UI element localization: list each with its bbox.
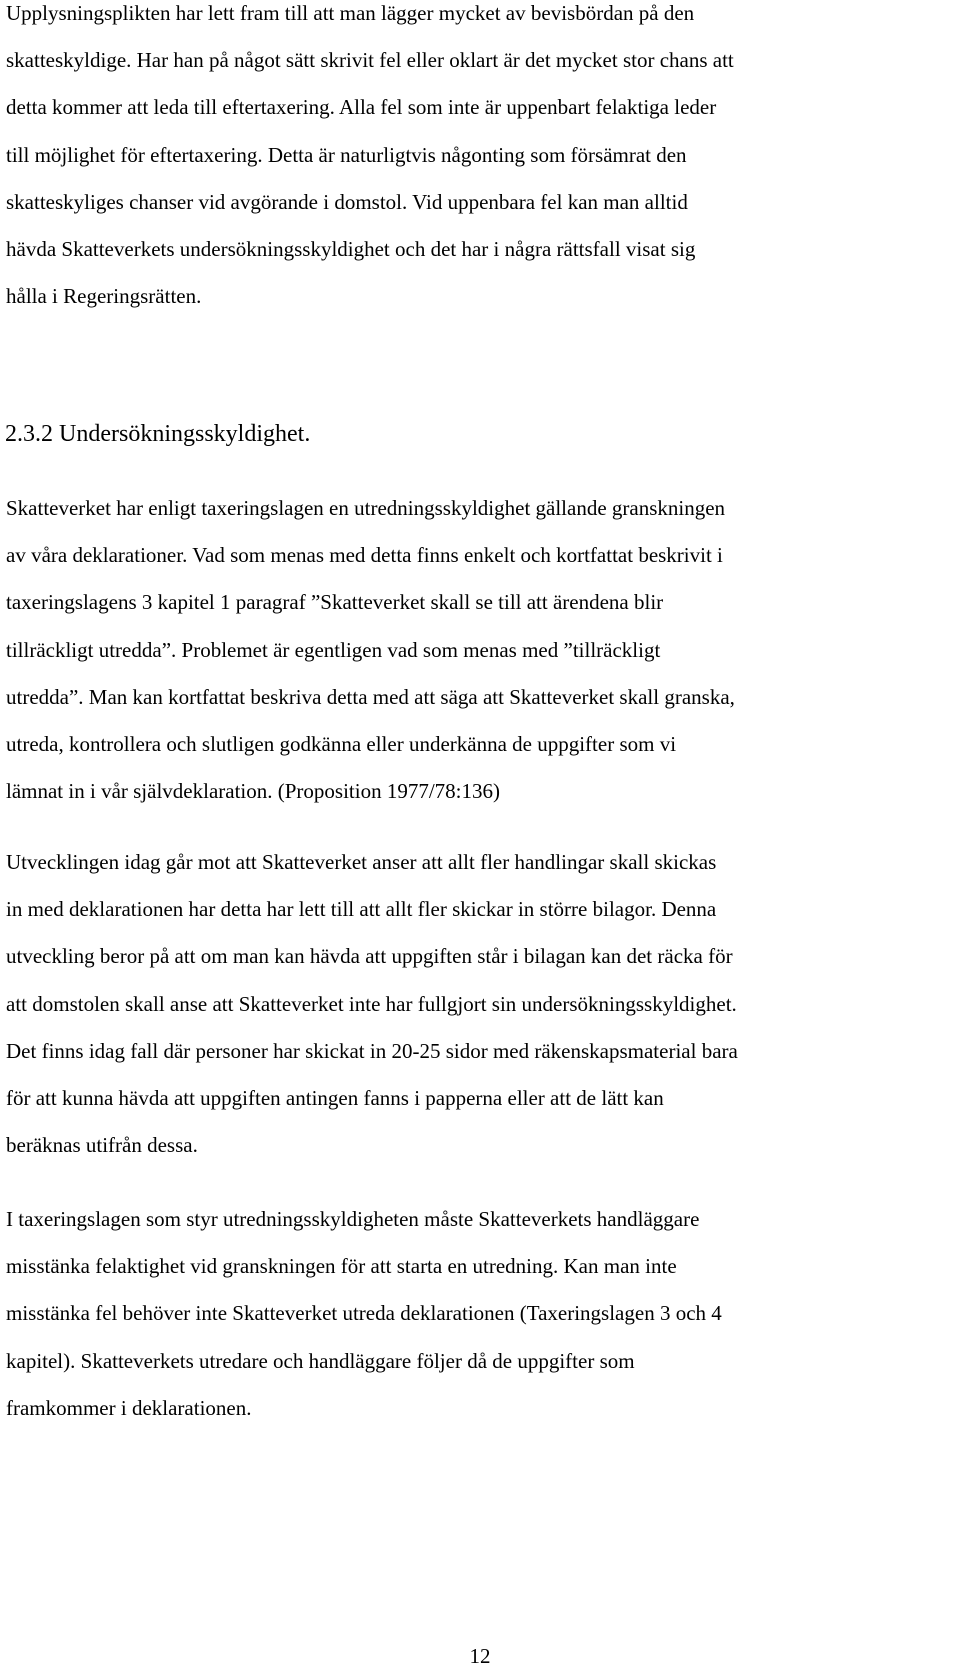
text-line: in med deklarationen har detta har lett till att allt fler skickar in större bilagor. Denna (6, 897, 717, 922)
text-line: beräknas utifrån dessa. (6, 1133, 198, 1158)
text-line: skatteskyliges chanser vid avgörande i domstol. Vid uppenbara fel kan man alltid (6, 189, 688, 214)
text-line: Upplysningsplikten har lett fram till att man lägger mycket av bevisbördan på den (6, 1, 695, 25)
text-line: av våra deklarationer. Vad som menas med detta finns enkelt och kortfattat beskrivit i (6, 543, 723, 568)
text-line: skatteskyldige. Har han på något sätt skrivit fel eller oklart är det mycket stor chans att (6, 48, 734, 73)
text-line: hävda Skatteverkets undersökningsskyldighet och det har i några rättsfall visat sig (6, 237, 696, 262)
text-line: Utvecklingen idag går mot att Skatteverket anser att allt fler handlingar skall skickas (6, 850, 717, 874)
text-line: framkommer i deklarationen. (6, 1395, 252, 1420)
text-line: misstänka fel behöver inte Skatteverket utreda deklarationen (Taxeringslagen 3 och 4 (6, 1301, 722, 1326)
text-line: taxeringslagens 3 kapitel 1 paragraf ”Skatteverket skall se till att ärendena blir (6, 590, 664, 615)
text-line: utveckling beror på att om man kan hävda att uppgiften står i bilagan kan det räcka för (6, 944, 733, 969)
text-line: misstänka felaktighet vid granskningen för att starta en utredning. Kan man inte (6, 1254, 677, 1279)
text-line: I taxeringslagen som styr utredningsskyldigheten måste Skatteverkets handläggare (6, 1207, 700, 1231)
text-line: utredda”. Man kan kortfattat beskriva detta med att säga att Skatteverket skall granska, (6, 684, 735, 709)
text-line: detta kommer att leda till eftertaxering. Alla fel som inte är uppenbart felaktiga leder (6, 95, 717, 120)
text-line: lämnat in i vår självdeklaration. (Proposition 1977/78:136) (6, 779, 501, 804)
page-number: 12 (469, 1644, 491, 1668)
paragraph-utredningsskyldighet (6, 485, 956, 815)
section-heading: 2.3.2 Undersökningsskyldighet. (5, 421, 311, 447)
text-line: tillräckligt utredda”. Problemet är egentligen vad som menas med ”tillräckligt (6, 637, 661, 662)
text-line: hålla i Regeringsrätten. (6, 284, 202, 309)
text-line: för att kunna hävda att uppgiften antingen fanns i papperna eller att de lätt kan (6, 1086, 664, 1111)
text-line: att domstolen skall anse att Skatteverket inte har fullgjort sin undersökningsskyldighet. (6, 991, 737, 1016)
text-line: Det finns idag fall där personer har skickat in 20-25 sidor med räkenskapsmaterial bara (6, 1038, 738, 1063)
text-line: utreda, kontrollera och slutligen godkänna eller underkänna de uppgifter som vi (6, 732, 677, 757)
text-line: till möjlighet för eftertaxering. Detta är naturligtvis någonting som försämrat den (6, 142, 687, 167)
paragraph-upplysningsplikten (6, 0, 956, 320)
text-line: Skatteverket har enligt taxeringslagen en utredningsskyldighet gällande granskningen (6, 496, 726, 520)
paragraph-taxeringslagen (6, 1196, 956, 1432)
text-line: kapitel). Skatteverkets utredare och handläggare följer då de uppgifter som (6, 1348, 635, 1373)
paragraph-utvecklingen (6, 839, 956, 1169)
